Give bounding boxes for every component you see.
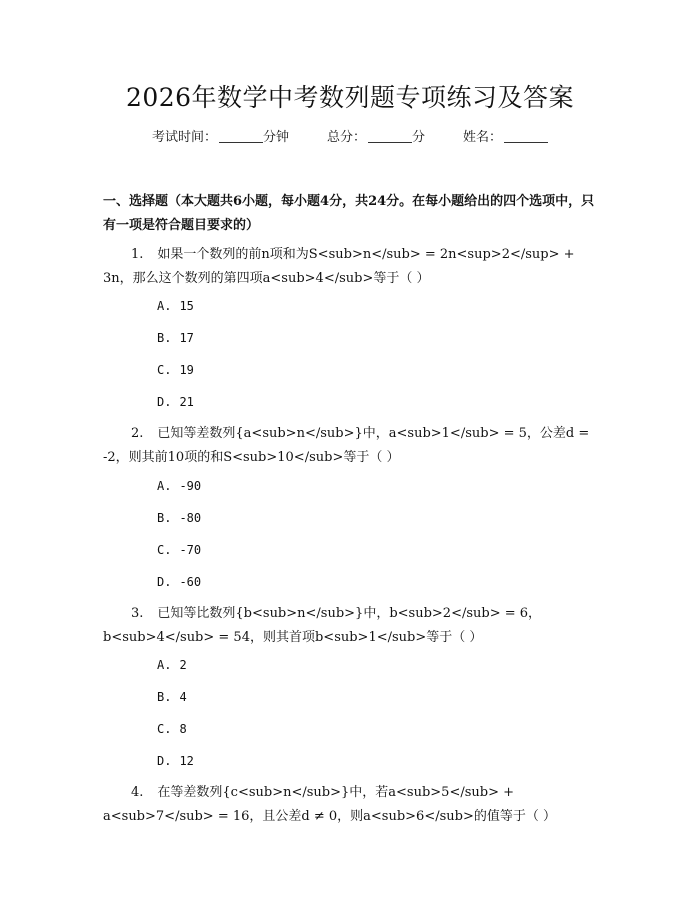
question-4 [103,781,603,829]
exam-time-field [152,128,289,148]
exam-time-label: 考试时间： [151,130,217,145]
question-3-option-a[interactable] [157,657,187,673]
question-3-option-b[interactable] [157,689,187,705]
question-2-option-a[interactable] [157,478,201,494]
option-value: 15 [179,299,194,313]
question-2 [103,422,603,470]
exam-info-line [0,128,700,148]
option-value: 8 [179,722,187,736]
total-score-label: 总分： [326,130,366,145]
student-name-label: 姓名： [463,130,503,145]
option-label: B. [157,331,172,345]
option-label: A. [157,299,172,313]
option-label: D. [157,395,172,409]
option-value: -70 [179,543,202,557]
question-number: 2. [131,426,144,441]
option-value: -80 [179,511,202,525]
question-1-option-a[interactable] [157,298,194,314]
option-value: -90 [179,479,202,493]
option-value: 2 [179,658,187,672]
total-score-field [327,128,425,148]
option-value: 19 [179,363,194,377]
option-label: C. [157,543,172,557]
option-label: C. [157,363,172,377]
total-score-unit: 分 [412,130,426,145]
option-label: A. [157,479,172,493]
option-value: -60 [179,575,202,589]
section-heading: 一、选择题（本大题共6小题，每小题4分，共24分。在每小题给出的四个选项中，只有一项是符合题目要求的） [103,194,595,233]
question-number: 4. [131,785,144,800]
question-number: 1. [131,247,144,262]
exam-time-blank[interactable] [219,128,263,143]
question-2-option-d[interactable] [157,574,201,590]
question-text: 在等差数列{c<sub>n</sub>}中，若a<sub>5</sub> + a<sub>7</sub> = 16，且公差d ≠ 0，则a<sub>6</sub>的值等于（ ） [103,785,556,824]
question-text: 已知等比数列{b<sub>n</sub>}中，b<sub>2</sub> = 6，b<sub>4</sub> = 54，则其首项b<sub>1</sub>等于（ ） [103,606,542,645]
option-label: A. [157,658,172,672]
option-value: 4 [179,690,187,704]
question-text: 如果一个数列的前n项和为S<sub>n</sub> = 2n<sup>2</sup> + 3n，那么这个数列的第四项a<sub>4</sub>等于（ ） [103,247,575,286]
question-text: 已知等差数列{a<sub>n</sub>}中，a<sub>1</sub> = 5，公差d = -2，则其前10项的和S<sub>10</sub>等于（ ） [103,426,590,465]
question-3-option-d[interactable] [157,753,194,769]
option-value: 17 [179,331,194,345]
option-label: C. [157,722,172,736]
question-1 [103,243,603,291]
total-score-blank[interactable] [368,128,412,143]
question-2-option-b[interactable] [157,510,201,526]
question-2-option-c[interactable] [157,542,201,558]
exam-time-unit: 分钟 [262,130,289,145]
option-value: 12 [179,754,194,768]
option-label: D. [157,754,172,768]
document-title: 2026年数学中考数列题专项练习及答案 [125,83,575,112]
option-label: D. [157,575,172,589]
question-number: 3. [131,606,144,621]
question-3-option-c[interactable] [157,721,187,737]
option-label: B. [157,511,172,525]
question-1-option-b[interactable] [157,330,194,346]
option-label: B. [157,690,172,704]
student-name-field [463,128,548,148]
question-1-option-d[interactable] [157,394,194,410]
question-1-option-c[interactable] [157,362,194,378]
student-name-blank[interactable] [504,128,548,143]
option-value: 21 [179,395,194,409]
question-3 [103,602,603,650]
